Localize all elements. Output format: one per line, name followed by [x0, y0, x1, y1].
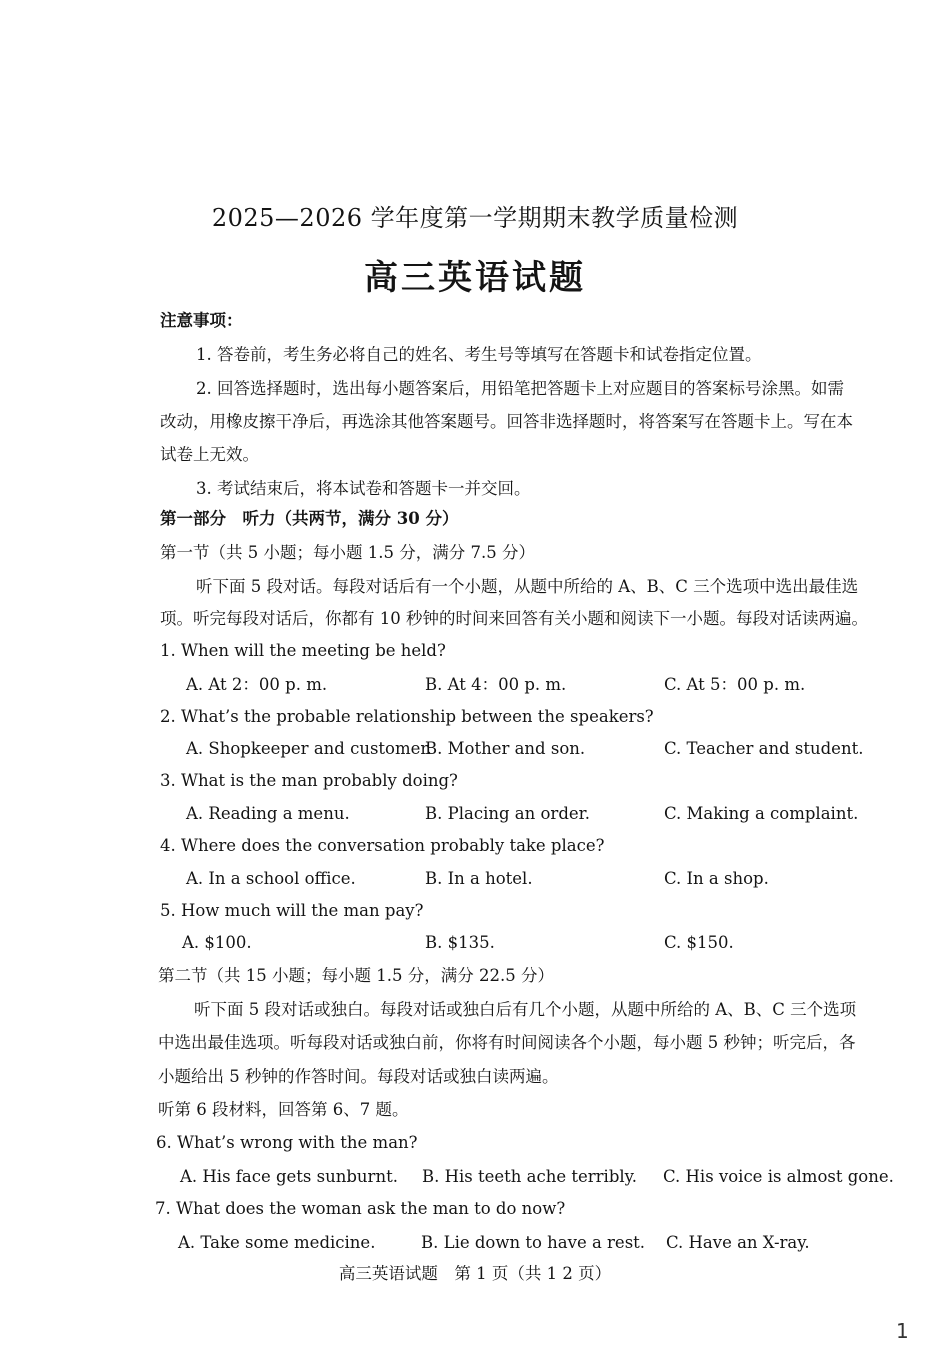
question-1-option-b: B. At 4：00 p. m.: [425, 675, 567, 694]
material-6-heading: 听第 6 段材料，回答第 6、7 题。: [158, 1100, 409, 1119]
section2-instructions-line-2: 中选出最佳选项。听每段对话或独白前，你将有时间阅读各个小题，每小题 5 秒钟；听完后，各: [158, 1033, 856, 1052]
question-1-option-c: C. At 5：00 p. m.: [664, 675, 806, 694]
question-7-option-b: B. Lie down to have a rest.: [421, 1233, 646, 1252]
question-3: 3. What is the man probably doing?: [160, 771, 458, 790]
question-3-option-a: A. Reading a menu.: [186, 804, 350, 823]
section2-heading: 第二节（共 15 小题；每小题 1.5 分，满分 22.5 分）: [158, 966, 554, 985]
section1-instructions-line-1: 听下面 5 段对话。每段对话后有一个小题，从题中所给的 A、B、C 三个选项中选出最佳选: [196, 577, 859, 596]
exam-title: 2025—2026 学年度第一学期期末教学质量检测: [211, 204, 739, 232]
question-2-option-a: A. Shopkeeper and customer.: [186, 739, 432, 758]
question-4-option-c: C. In a shop.: [664, 869, 769, 888]
notes-item-3: 3. 考试结束后，将本试卷和答题卡一并交回。: [196, 479, 531, 498]
question-4: 4. Where does the conversation probably take place?: [160, 836, 605, 855]
page-number: 1: [896, 1319, 909, 1343]
section1-heading: 第一节（共 5 小题；每小题 1.5 分，满分 7.5 分）: [160, 543, 535, 562]
notes-heading: 注意事项：: [160, 311, 243, 330]
page-footer: 高三英语试题 第 1 页（共 1 2 页）: [338, 1264, 612, 1283]
question-1: 1. When will the meeting be held?: [160, 641, 446, 660]
notes-item-1: 1. 答卷前，考生务必将自己的姓名、考生号等填写在答题卡和试卷指定位置。: [196, 345, 762, 364]
question-6-option-a: A. His face gets sunburnt.: [180, 1167, 398, 1186]
question-7-option-a: A. Take some medicine.: [178, 1233, 376, 1252]
question-4-option-b: B. In a hotel.: [425, 869, 533, 888]
question-5-option-b: B. $135.: [425, 933, 495, 952]
question-6: 6. What’s wrong with the man?: [156, 1133, 418, 1152]
question-3-option-b: B. Placing an order.: [425, 804, 590, 823]
section1-instructions-line-2: 项。听完每段对话后，你都有 10 秒钟的时间来回答有关小题和阅读下一小题。每段对话读两遍。: [160, 609, 868, 628]
question-5-option-c: C. $150.: [664, 933, 734, 952]
section2-instructions-line-1: 听下面 5 段对话或独白。每段对话或独白后有几个小题，从题中所给的 A、B、C 三个选项: [194, 1000, 857, 1019]
question-4-option-a: A. In a school office.: [186, 869, 356, 888]
question-6-option-c: C. His voice is almost gone.: [663, 1167, 894, 1186]
part1-heading: 第一部分 听力（共两节，满分 30 分）: [160, 509, 459, 528]
question-5: 5. How much will the man pay?: [160, 901, 424, 920]
question-1-option-a: A. At 2：00 p. m.: [186, 675, 328, 694]
question-3-option-c: C. Making a complaint.: [664, 804, 859, 823]
question-5-option-a: A. $100.: [182, 933, 252, 952]
question-7-option-c: C. Have an X-ray.: [666, 1233, 810, 1252]
question-2-option-c: C. Teacher and student.: [664, 739, 864, 758]
notes-item-2-line-3: 试卷上无效。: [160, 445, 259, 464]
question-7: 7. What does the woman ask the man to do now?: [155, 1199, 566, 1218]
question-6-option-b: B. His teeth ache terribly.: [422, 1167, 638, 1186]
section2-instructions-line-3: 小题给出 5 秒钟的作答时间。每段对话或独白读两遍。: [158, 1067, 559, 1086]
notes-item-2-line-1: 2. 回答选择题时，选出每小题答案后，用铅笔把答题卡上对应题目的答案标号涂黑。如需: [196, 379, 844, 398]
notes-item-2-line-2: 改动，用橡皮擦干净后，再选涂其他答案题号。回答非选择题时，将答案写在答题卡上。写在本: [160, 412, 853, 431]
question-2-option-b: B. Mother and son.: [425, 739, 586, 758]
exam-subtitle: 高三英语试题: [364, 258, 586, 298]
question-2: 2. What’s the probable relationship between the speakers?: [160, 707, 654, 726]
